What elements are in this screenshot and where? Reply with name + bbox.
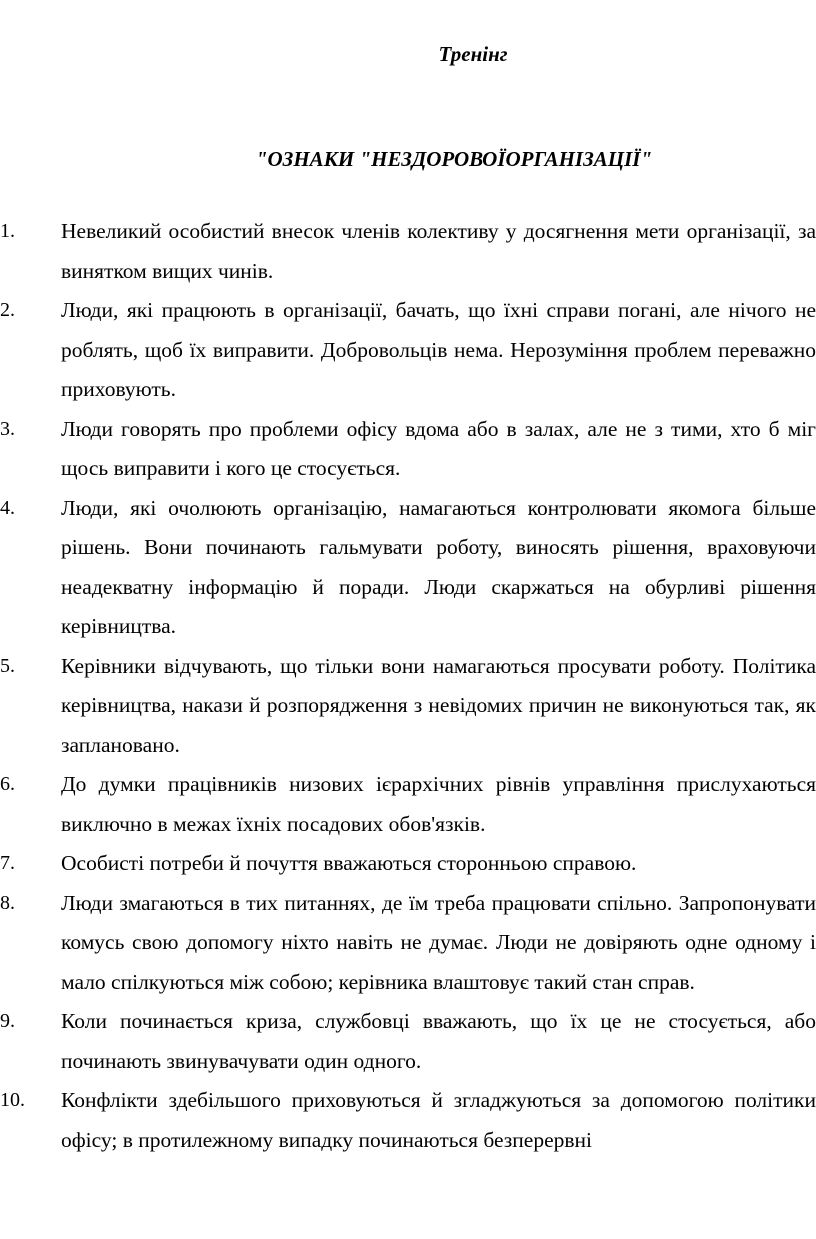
list-item-number: 8. bbox=[0, 891, 15, 914]
list-item-number: 6. bbox=[0, 773, 15, 795]
list-item bbox=[0, 844, 816, 884]
list-item bbox=[0, 765, 816, 844]
document-subtitle: "ОЗНАКИ "НЕЗДОРОВОЇОРГАНІЗАЦІЇ" bbox=[255, 147, 653, 171]
list-item bbox=[0, 410, 816, 489]
list-item-text: Особисті потреби й почуття вважаються сторонньою справою. bbox=[61, 851, 637, 875]
list-item bbox=[0, 1081, 816, 1160]
list-item-number: 3. bbox=[0, 417, 15, 440]
list-item-text: Невеликий особистий внесок членів колективу у досягнення мети організації, за винятком вищих чинів. bbox=[61, 219, 816, 283]
list-item bbox=[0, 291, 816, 410]
list-item-number: 4. bbox=[0, 496, 15, 519]
list-item-number: 1. bbox=[0, 220, 15, 242]
list-item-text: Люди, які очолюють організацію, намагаються контролювати якомога більше рішень. Вони починають гальмувати роботу, виносять рішення, враховуючи неадекватну інформацію й поради. Люди скаржаться на обурливі рішення керівництва. bbox=[61, 495, 816, 638]
list-item-number: 10. bbox=[0, 1089, 25, 1111]
list-item-text: Конфлікти здебільшого приховуються й згладжуються за допомогою політики офісу; в протилежному випадку починаються безперервні bbox=[61, 1088, 816, 1152]
list-item bbox=[0, 1002, 816, 1081]
list-item-text: Коли починається криза, службовці вважають, що їх це не стосується, або починають звинувачувати один одного. bbox=[61, 1009, 816, 1073]
list-item-text: До думки працівників низових ієрархічних рівнів управління прислухаються виключно в межах їхніх посадових обов'язків. bbox=[61, 772, 816, 836]
list-item bbox=[0, 647, 816, 766]
list-item bbox=[0, 884, 816, 1003]
document-title: Тренінг bbox=[438, 42, 508, 66]
list-item bbox=[0, 489, 816, 647]
list-item-text: Люди говорять про проблеми офісу вдома або в залах, але не з тими, хто б міг щось виправити і кого це стосується. bbox=[61, 416, 816, 480]
list-item bbox=[0, 212, 816, 291]
list-item-number: 2. bbox=[0, 299, 15, 321]
list-item-text: Люди, які працюють в організації, бачать, що їхні справи погані, але нічого не роблять, щоб їх виправити. Добровольців нема. Нерозуміння проблем переважно приховують. bbox=[61, 298, 816, 401]
list-item-number: 5. bbox=[0, 654, 15, 677]
list-item-number: 7. bbox=[0, 852, 15, 874]
list-item-number: 9. bbox=[0, 1010, 15, 1032]
signs-list bbox=[0, 212, 816, 1160]
list-item-text: Керівники відчувають, що тільки вони намагаються просувати роботу. Політика керівництва, накази й розпорядження з невідомих причин не виконуються так, як заплановано. bbox=[61, 653, 816, 757]
list-item-text: Люди змагаються в тих питаннях, де їм треба працювати спільно. Запропонувати комусь свою допомогу ніхто навіть не думає. Люди не довіряють одне одному і мало спілкуються між собою; керівника влаштовує такий стан справ. bbox=[61, 890, 816, 994]
